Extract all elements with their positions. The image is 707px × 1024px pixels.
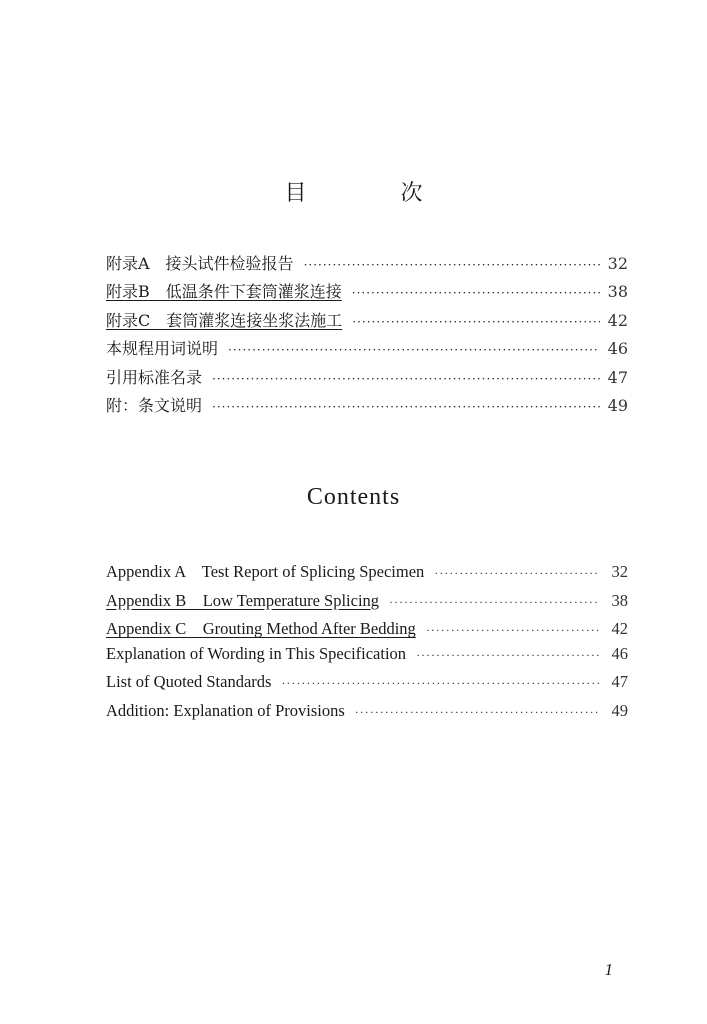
chinese-toc-list — [106, 251, 628, 421]
toc-entry-page: 46 — [611, 643, 628, 663]
toc-entry[interactable] — [106, 644, 628, 673]
toc-entry-label: 附录C 套筒灌浆连接坐浆法施工 — [106, 310, 343, 330]
toc-entry[interactable] — [106, 393, 628, 421]
toc-entry-label: 附录B 低温条件下套筒灌浆连接 — [106, 282, 342, 302]
toc-entry-label: 附：条文说明 — [106, 395, 203, 415]
dot-leader — [281, 676, 600, 691]
toc-entry[interactable] — [106, 615, 628, 644]
dot-leader — [304, 258, 600, 272]
toc-entry-label: 附录A 接头试件检验报告 — [106, 254, 294, 273]
toc-entry[interactable] — [106, 701, 628, 730]
dot-leader — [212, 400, 600, 414]
toc-entry-page: 32 — [607, 254, 628, 273]
dot-leader — [355, 705, 600, 720]
toc-entry[interactable] — [106, 672, 628, 701]
toc-entry-page: 47 — [611, 672, 628, 692]
dot-leader — [426, 623, 600, 638]
toc-entry-page: 47 — [607, 367, 628, 387]
toc-entry-label: 本规程用词说明 — [106, 339, 219, 359]
toc-entry[interactable] — [106, 558, 628, 587]
toc-entry[interactable] — [106, 365, 628, 393]
dot-leader — [352, 286, 600, 300]
toc-entry-page: 42 — [611, 619, 628, 639]
english-toc-list — [106, 558, 628, 730]
toc-entry[interactable] — [106, 587, 628, 616]
toc-entry-label: Appendix C Grouting Method After Bedding — [106, 619, 416, 639]
toc-entry[interactable] — [106, 308, 628, 336]
toc-entry-page: 49 — [607, 395, 628, 415]
toc-entry[interactable] — [106, 336, 628, 364]
dot-leader — [434, 566, 600, 581]
dot-leader — [228, 343, 600, 357]
dot-leader — [352, 315, 599, 329]
toc-entry-page: 49 — [611, 700, 628, 720]
toc-entry[interactable] — [106, 279, 628, 307]
toc-entry-label: Appendix B Low Temperature Splicing — [106, 590, 380, 610]
toc-entry-page: 38 — [611, 590, 628, 610]
toc-entry-label: Addition: Explanation of Provisions — [106, 700, 345, 720]
dot-leader — [389, 595, 600, 610]
toc-entry-label: List of Quoted Standards — [106, 672, 272, 692]
toc-entry[interactable] — [106, 251, 628, 279]
chinese-toc-title: 目 次 — [284, 181, 459, 206]
toc-entry-label: Explanation of Wording in This Specification — [106, 643, 407, 663]
toc-entry-page: 32 — [611, 562, 628, 581]
toc-entry-label: Appendix A Test Report of Splicing Specimen — [106, 562, 425, 581]
page-number: 1 — [604, 960, 613, 979]
toc-entry-page: 38 — [607, 282, 628, 302]
toc-entry-page: 46 — [607, 339, 628, 359]
dot-leader — [212, 372, 600, 386]
toc-entry-page: 42 — [607, 310, 628, 330]
toc-entry-label: 引用标准名录 — [106, 367, 203, 387]
english-toc-title: Contents — [306, 484, 401, 510]
dot-leader — [416, 648, 600, 663]
